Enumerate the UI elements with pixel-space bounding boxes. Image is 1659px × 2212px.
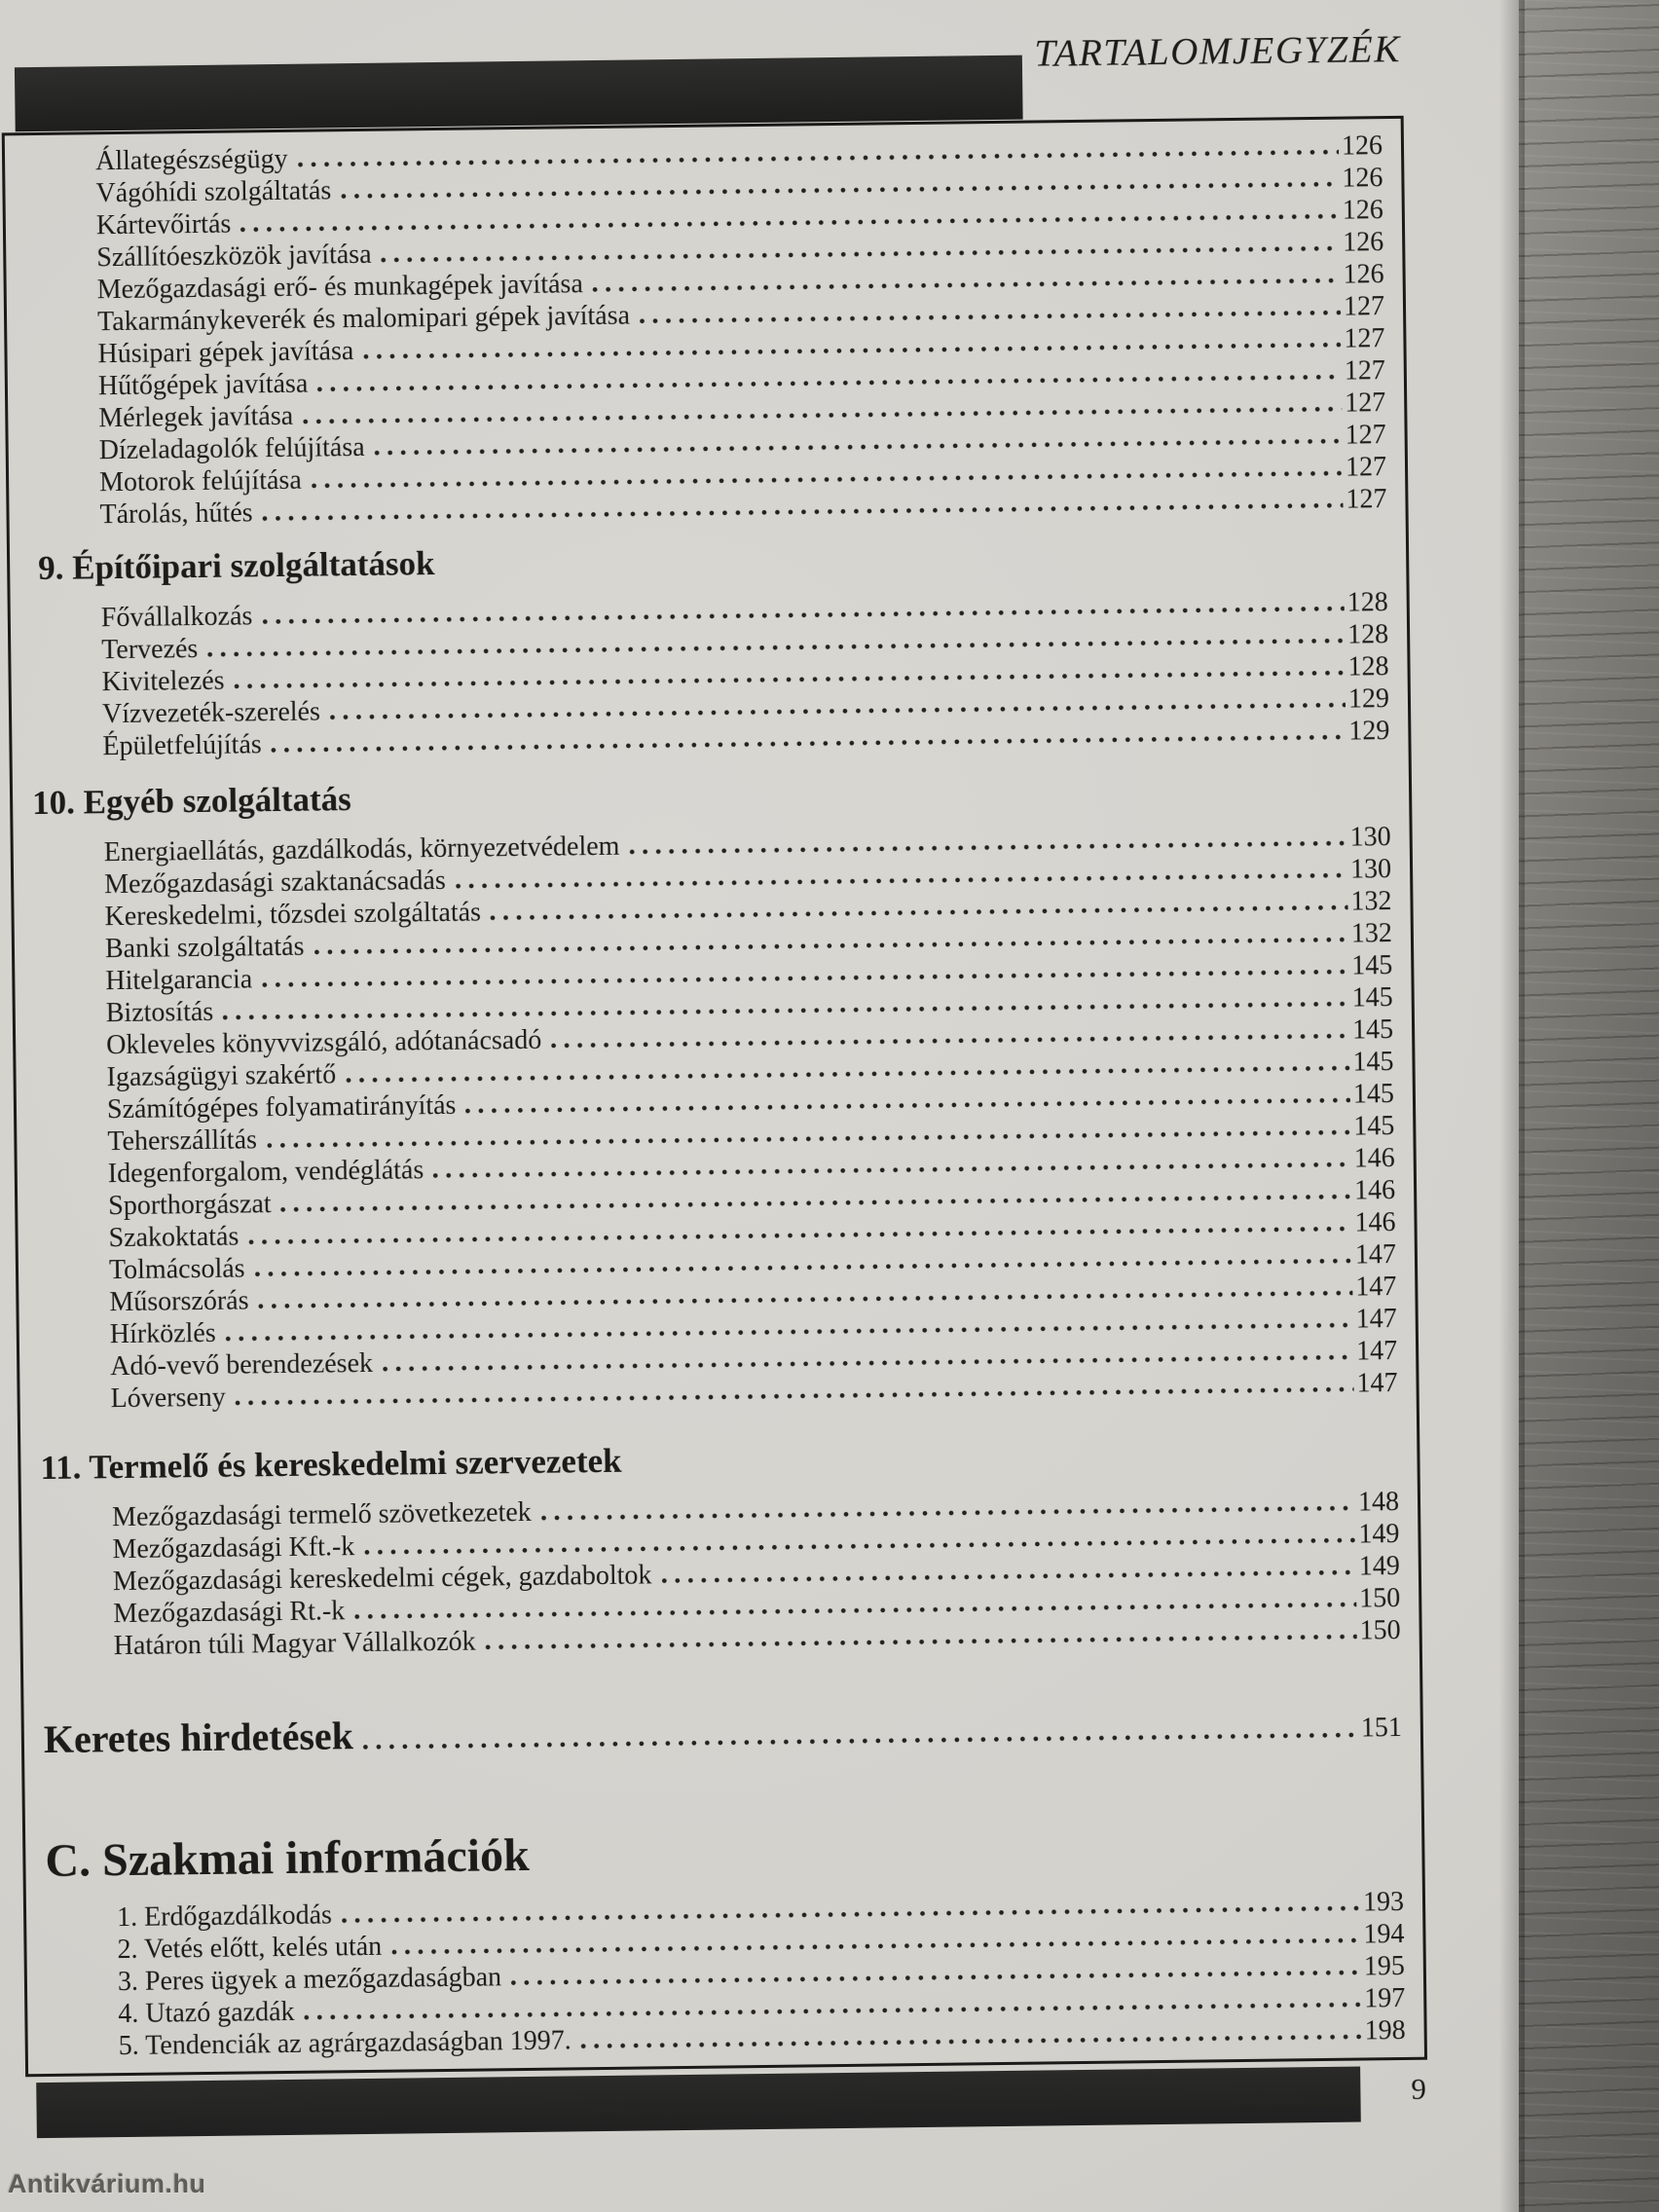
toc-entry-label: Tolmácsolás [108,1253,245,1286]
toc-entry-page: 150 [1359,1614,1401,1646]
toc-entry-page: 146 [1353,1175,1396,1206]
toc-entry-page: 146 [1354,1207,1396,1238]
toc-entry-page: 129 [1347,683,1390,715]
toc-entry-page: 127 [1344,323,1385,354]
toc-entry-page: 148 [1357,1487,1400,1518]
toc-entry-label: Teherszállítás [107,1124,258,1158]
toc-section-machinery [24,129,1387,532]
toc-entry-page: 128 [1346,587,1388,618]
toc-entry-label: Tervezés [101,634,199,666]
toc-entry-page: 145 [1351,950,1393,981]
toc-entry-label: Biztosítás [105,996,214,1029]
toc-entry-page: 127 [1344,355,1386,387]
toc-entry-label: Szállítóeszközök javítása [96,239,372,274]
toc-entry-page: 147 [1355,1304,1397,1335]
toc-entry-label: Vízvezeték-szerelés [101,696,321,730]
toc-entry-page: 198 [1364,2014,1406,2046]
dot-leader [363,1733,1358,1750]
section-heading: 10. Egyéb szolgáltatás [31,780,351,823]
toc-entry-page: 126 [1343,227,1384,258]
toc-section-9-construction [29,534,1390,763]
toc-entry-label: Műsorszórás [109,1285,249,1318]
dot-leader [581,2035,1362,2049]
toc-entry-label: Kereskedelmi, tőzsdei szolgáltatás [104,897,482,933]
dot-leader [640,311,1341,324]
toc-entry-page: 147 [1356,1368,1398,1399]
dot-leader [486,1635,1357,1650]
toc-entry-label: Vágóhídi szolgáltatás [95,175,332,209]
toc-entry-page: 127 [1345,420,1386,451]
toc-entry-page: 126 [1342,195,1383,226]
toc-entry-page: 147 [1355,1272,1397,1303]
toc-entry-page: 147 [1354,1239,1397,1271]
toc-entry-page: 132 [1350,886,1392,917]
toc-entry-label: Dízeladagolók felújítása [98,431,365,466]
toc-entry-label: Mezőgazdasági kereskedelmi cégek, gazdaboltok [112,1560,652,1598]
toc-entry-page: 126 [1343,259,1384,290]
toc-entry-label: Takarmánykeverék és malomipari gépek javítása [96,300,631,338]
toc-entry-page: 130 [1349,822,1391,853]
toc-entry-page: 193 [1362,1886,1405,1918]
dot-leader [551,1034,1349,1049]
toc-entry-page: 145 [1352,1079,1395,1110]
toc-entry-page: 145 [1352,1047,1394,1078]
toc-entry-page: 151 [1360,1712,1403,1744]
toc-entry-label: Tárolás, hűtés [99,498,253,531]
toc-entry-label: Határon túli Magyar Vállalkozók [113,1626,476,1662]
toc-entry-page: 147 [1355,1336,1398,1367]
toc-entry-label: Adó-vevő berendezések [110,1347,374,1382]
toc-entry-label: Okleveles könyvvizsgáló, adótanácsadó [105,1024,542,1061]
toc-entry-label: Motorok felújítása [98,464,302,498]
toc-entry-page: 128 [1346,619,1389,650]
dot-leader [629,841,1346,855]
toc-entry-page: 127 [1345,452,1387,483]
toc-entry-label: Lóverseny [110,1382,226,1415]
toc-entry-label: 2. Vetés előtt, kelés után [117,1931,383,1966]
toc-entry-page: 127 [1345,387,1386,419]
toc-entry-page: 145 [1351,1014,1394,1046]
toc-entry-page: 132 [1350,918,1393,949]
toc-entry-label: Keretes hirdetések [43,1714,354,1762]
section-heading: 11. Termelő és kereskedelmi szervezetek [40,1441,622,1488]
toc-entry-page: 126 [1342,163,1383,194]
toc-entry-label: Energiaellátás, gazdálkodás, környezetvédelem [103,830,620,868]
toc-entry-page: 128 [1347,651,1389,682]
book-edge-wood-texture [1519,0,1659,2212]
toc-entry-label: Mezőgazdasági szaktanácsadás [103,865,446,901]
toc-entry-page: 149 [1358,1550,1401,1582]
toc-entry-page: 150 [1359,1582,1401,1614]
toc-entry-label: Mérlegek javítása [98,400,294,434]
toc-entry-label: Húsipari gépek javítása [97,336,354,370]
toc-entry-page: 145 [1353,1111,1395,1142]
toc-entry-page: 197 [1364,1982,1406,2014]
toc-entry-label: Hűtőgépek javítása [97,368,309,402]
toc-entry-label: Kártevőirtás [95,208,232,241]
section-heading: 9. Építőipari szolgáltatások [37,544,435,588]
toc-entry-page: 146 [1353,1143,1395,1174]
toc-entry-page: 194 [1363,1918,1405,1950]
wood-grain [1519,0,1659,2212]
bottom-black-bar [36,2067,1361,2139]
toc-entry-page: 127 [1346,484,1387,515]
toc-entry-label: Szakoktatás [108,1221,240,1254]
toc-entry-label: Banki szolgáltatás [104,931,305,965]
toc-entry-label: 5. Tendenciák az agrárgazdaságban 1997. [118,2025,571,2062]
top-black-bar [15,55,1023,132]
toc-entry-label: 1. Erdőgazdálkodás [116,1899,333,1934]
dot-leader [661,1570,1355,1584]
toc-entry-label: Igazságügyi szakértő [106,1059,337,1093]
toc-section-10-other-services [32,768,1398,1416]
toc-entry-label: Mezőgazdasági Rt.-k [113,1596,346,1630]
toc-entry-page: 130 [1349,854,1392,885]
antikvarium-watermark: Antikvárium.hu [8,2169,206,2198]
toc-entry-label: Épületfelújítás [102,729,262,762]
toc-entry-label: Állategészségügy [94,143,288,177]
toc-entry-label: 4. Utazó gazdák [118,1996,295,2030]
toc-entry-label: Mezőgazdasági Kft.-k [112,1531,355,1566]
dot-leader [491,905,1348,921]
toc-entry-label: Számítógépes folyamatirányítás [106,1089,457,1125]
toc-entry-page: 126 [1341,130,1383,162]
toc-entry-label: Fővállalkozás [100,601,253,634]
toc-entry-page: 145 [1351,982,1393,1014]
folio-page-number: 9 [1411,2071,1427,2106]
toc-entry-label: Kivitelezés [101,665,225,698]
section-heading: C. Szakmai információk [45,1828,531,1888]
toc-entry-label: Hírközlés [109,1317,216,1350]
dot-leader [541,1506,1355,1521]
toc-entry-label: Mezőgazdasági erő- és munkagépek javítása [96,269,583,306]
dot-leader [511,1971,1361,1986]
toc-entry-label: Sporthorgászat [108,1189,272,1222]
toc-section-c-professional-info [45,1819,1406,2063]
toc-entry-label: 3. Peres ügyek a mezőgazdaságban [117,1962,502,1998]
toc-entry-page: 195 [1363,1950,1406,1982]
toc-entry-page: 127 [1343,291,1385,322]
toc-entry-label: Hitelgarancia [105,964,253,997]
dot-leader [593,278,1341,292]
toc-section-11-organizations [40,1433,1401,1663]
toc-entry-page: 149 [1358,1519,1400,1550]
page-title: TARTALOMJEGYZÉK [1034,27,1402,75]
toc-entry-label: Idegenforgalom, vendéglátás [107,1155,424,1190]
toc-entry-page: 129 [1348,716,1390,747]
toc-entry-label: Mezőgazdasági termelő szövetkezetek [111,1496,532,1533]
